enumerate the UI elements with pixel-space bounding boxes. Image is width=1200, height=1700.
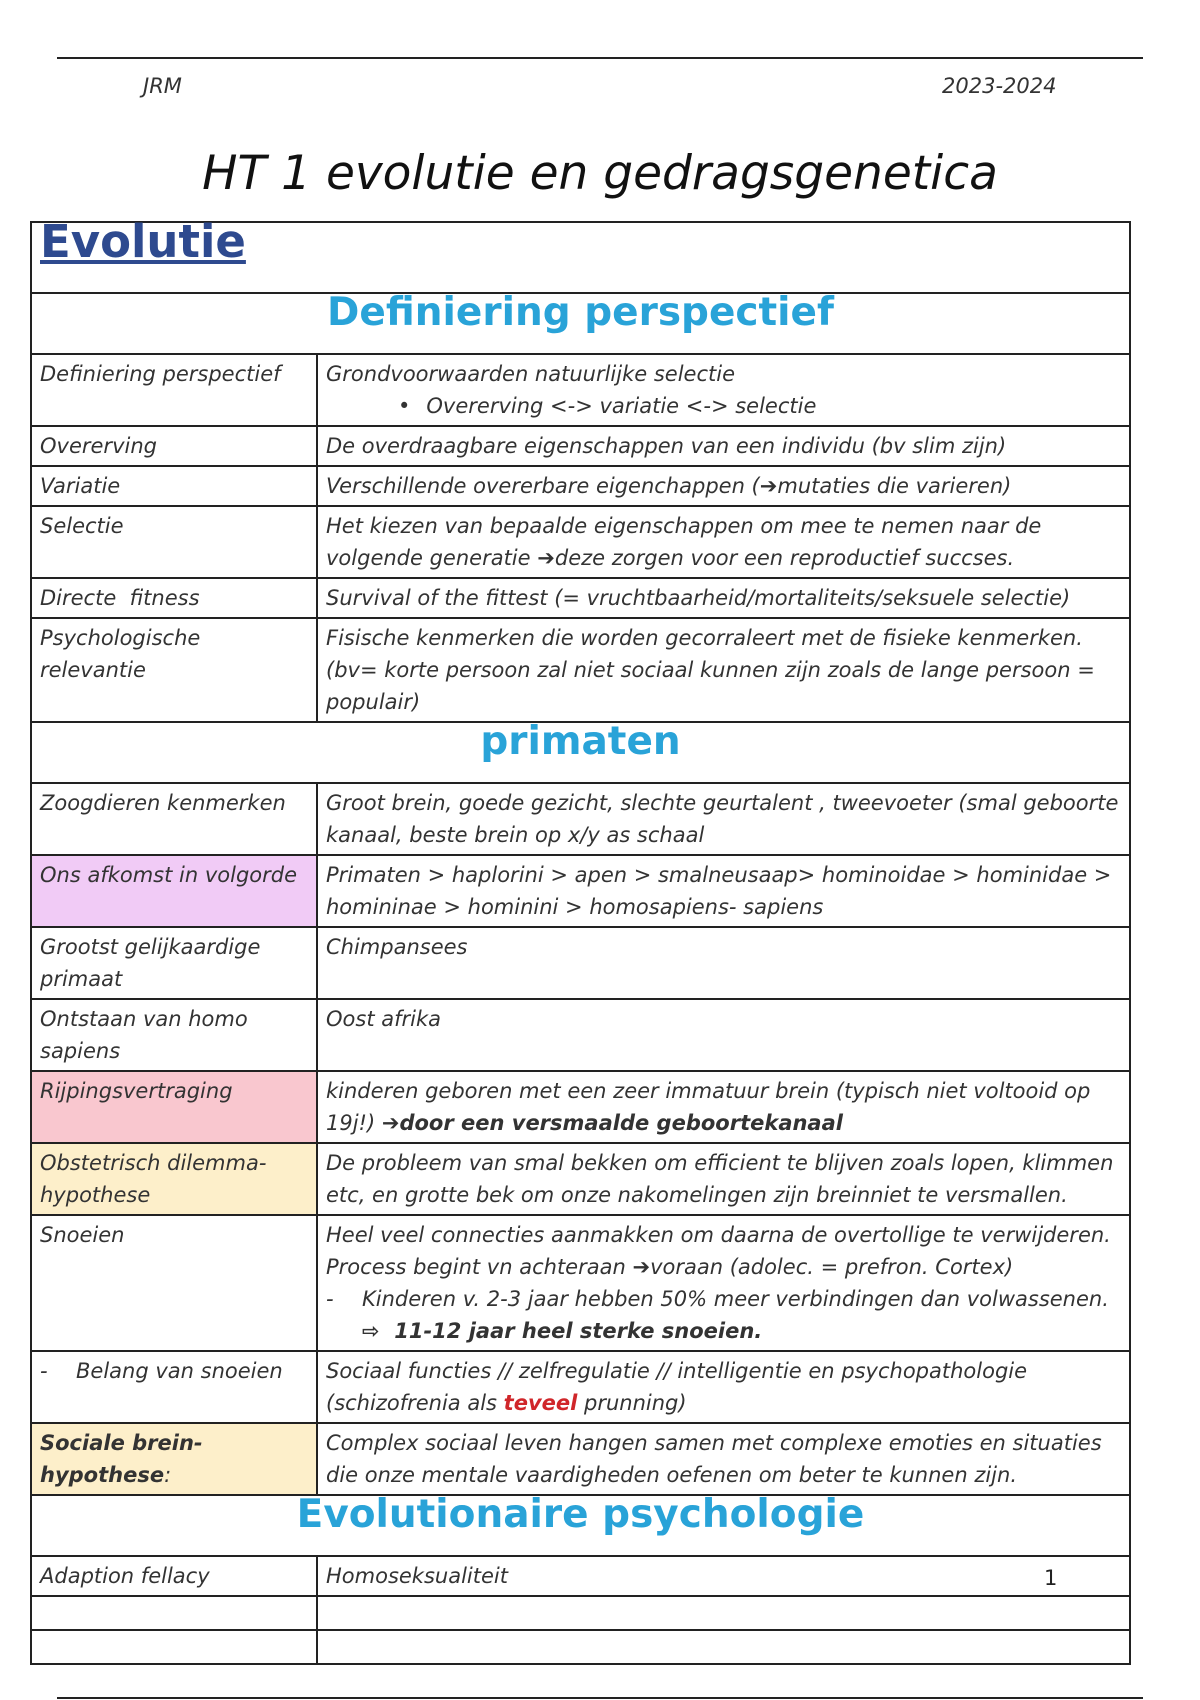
table-row — [31, 1143, 1130, 1215]
table-row — [31, 1556, 1130, 1596]
definition-cell — [317, 1071, 1130, 1143]
header-year: 2023-2024 — [942, 74, 1057, 98]
definition-cell — [317, 466, 1130, 506]
term-cell: Grootst gelijkaardige primaat — [31, 927, 317, 999]
definition-cell — [317, 506, 1130, 578]
term-cell-highlighted: Obstetrisch dilemma-hypothese — [31, 1143, 317, 1215]
term-cell: Variatie — [31, 466, 317, 506]
arrow-item — [326, 1315, 1121, 1347]
definition-cell: Oost afrika — [317, 999, 1130, 1071]
arrow-icon: ➔ — [632, 1255, 651, 1279]
definition-cell — [317, 354, 1130, 426]
definition-line: Grondvoorwaarden natuurlijke selectie — [326, 362, 736, 386]
term-text-bold: Sociale brein-hypothese — [40, 1431, 203, 1487]
definition-cell: Chimpansees — [317, 927, 1130, 999]
definition-text: prunning) — [577, 1391, 687, 1415]
term-cell: Overerving — [31, 426, 317, 466]
term-cell: Zoogdieren kenmerken — [31, 783, 317, 855]
table-row — [31, 466, 1130, 506]
term-cell: Snoeien — [31, 1215, 317, 1351]
table-row — [31, 999, 1130, 1071]
footer-rule — [57, 1697, 1143, 1699]
subsection-row — [31, 722, 1130, 783]
table-row — [31, 855, 1130, 927]
definition-text: Process begint vn achteraan — [326, 1255, 633, 1279]
definition-cell: De overdraagbare eigenschappen van een individu (bv slim zijn) — [317, 426, 1130, 466]
term-text: Belang van snoeien — [76, 1359, 283, 1383]
subsection-row — [31, 293, 1130, 354]
term-text: : — [164, 1463, 172, 1487]
notes-table — [30, 215, 1131, 1665]
dash-item: - Kinderen v. 2-3 jaar hebben 50% meer verbindingen dan volwassenen. — [326, 1283, 1121, 1315]
arrow-icon: ➔ — [381, 1111, 400, 1135]
table-row — [31, 578, 1130, 618]
term-cell-highlighted: Rijpingsvertraging — [31, 1071, 317, 1143]
empty-cell — [317, 1630, 1130, 1664]
arrow-text: 11-12 jaar heel sterke snoeien. — [394, 1319, 763, 1343]
table-row — [31, 927, 1130, 999]
arrow-icon: ➔ — [537, 546, 555, 570]
table-row — [31, 1215, 1130, 1351]
table-row — [31, 426, 1130, 466]
definition-text-bold: door een versmaalde geboortekanaal — [399, 1111, 843, 1135]
table-row — [31, 354, 1130, 426]
term-cell-highlighted: Ons afkomst in volgorde — [31, 855, 317, 927]
empty-row — [31, 1630, 1130, 1664]
term-cell: Ontstaan van homo sapiens — [31, 999, 317, 1071]
hollow-arrow-icon: ⇨ — [362, 1319, 380, 1343]
empty-cell — [317, 1596, 1130, 1630]
table-row — [31, 1351, 1130, 1423]
definition-text: Verschillende overerbare eigenchappen ( — [326, 474, 760, 498]
definition-cell: Complex sociaal leven hangen samen met complexe emoties en situaties die onze mentale vaardigheden oefenen om beter te kunnen zijn. — [317, 1423, 1130, 1495]
term-cell: Selectie — [31, 506, 317, 578]
dash-text: Kinderen v. 2-3 jaar hebben 50% meer verbindingen dan volwassenen. — [362, 1287, 1109, 1311]
term-cell: Definiering perspectief — [31, 354, 317, 426]
definition-text: Het kiezen van bepaalde eigenschappen om mee te nemen naar de volgende generatie — [326, 514, 1042, 570]
subsection-title-primaten: primaten — [480, 719, 681, 764]
definition-cell: Homoseksualiteit — [317, 1556, 1130, 1596]
definition-text: deze zorgen voor een reproductief succses. — [554, 546, 1015, 570]
table-row — [31, 783, 1130, 855]
header-rule — [57, 57, 1143, 59]
table-row — [31, 1071, 1130, 1143]
emphasis-text: teveel — [503, 1391, 578, 1415]
definition-cell: De probleem van smal bekken om efficient te blijven zoals lopen, klimmen etc, en grotte bek om onze nakomelingen zijn breinniet te versmallen. — [317, 1143, 1130, 1215]
section-title: Evolutie — [40, 215, 246, 268]
empty-cell — [31, 1630, 317, 1664]
section-header-row — [31, 222, 1130, 293]
definition-cell: Fisische kenmerken die worden gecorraleert met de fisieke kenmerken. (bv= korte persoon zal niet sociaal kunnen zijn zoals de lange persoon = populair) — [317, 618, 1130, 722]
definition-cell: Primaten > haplorini > apen > smalneusaap> hominoidae > hominidae > homininae > hominini > homosapiens- sapiens — [317, 855, 1130, 927]
term-cell-highlighted — [31, 1423, 317, 1495]
definition-text: kinderen geboren met een zeer immatuur brein (typisch niet voltooid op 19j!) — [326, 1079, 1091, 1135]
arrow-icon: ➔ — [759, 474, 778, 498]
bullet-text: Overerving <-> variatie <-> selectie — [426, 394, 817, 418]
subsection-title-perspectief: Definiering perspectief — [327, 290, 834, 335]
term-cell: Adaption fellacy — [31, 1556, 317, 1596]
definition-cell: Groot brein, goede gezicht, slechte geurtalent , tweevoeter (smal geboorte kanaal, beste brein op x/y as schaal — [317, 783, 1130, 855]
definition-cell: Survival of the fittest (= vruchtbaarheid/mortaliteits/seksuele selectie) — [317, 578, 1130, 618]
header-author: JRM — [143, 74, 182, 98]
subsection-row — [31, 1495, 1130, 1556]
bullet-item: • Overerving <-> variatie <-> selectie — [398, 394, 817, 418]
term-cell: - Belang van snoeien — [31, 1351, 317, 1423]
subsection-title-evolutionair: Evolutionaire psychologie — [296, 1492, 865, 1537]
term-cell: Psychologische relevantie — [31, 618, 317, 722]
definition-line: Heel veel connecties aanmakken om daarna de overtollige te verwijderen. — [326, 1223, 1111, 1247]
page-number: 1 — [1044, 1566, 1058, 1590]
definition-line — [326, 1251, 1121, 1283]
definition-text: voraan (adolec. = prefron. Cortex) — [650, 1255, 1014, 1279]
definition-cell — [317, 1351, 1130, 1423]
definition-cell — [317, 1215, 1130, 1351]
term-cell: Directe fitness — [31, 578, 317, 618]
empty-cell — [31, 1596, 317, 1630]
table-row — [31, 1423, 1130, 1495]
table-row — [31, 506, 1130, 578]
document-title: HT 1 evolutie en gedragsgenetica — [202, 146, 998, 201]
table-row — [31, 618, 1130, 722]
definition-text: mutaties die varieren) — [777, 474, 1012, 498]
empty-row — [31, 1596, 1130, 1630]
definition-text: Sociaal functies // zelfregulatie // intelligentie en psychopathologie (schizofrenia als — [326, 1359, 1028, 1415]
